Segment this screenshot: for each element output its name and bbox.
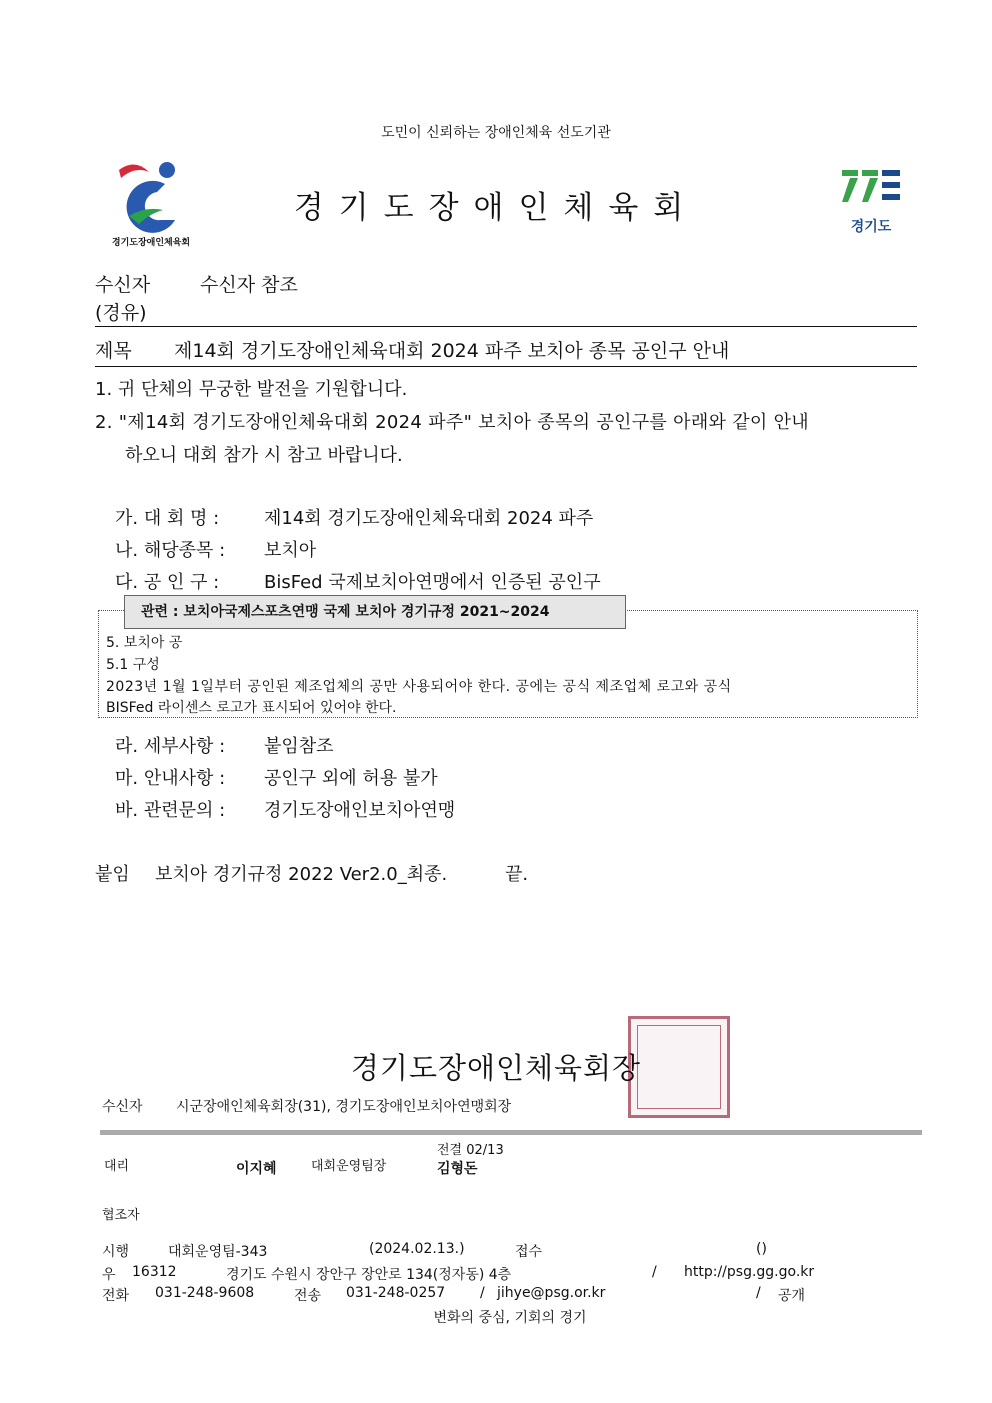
item-value: 제14회 경기도장애인체육대회 2024 파주 [264,508,594,529]
approver-role: 대회운영팀장 [311,1159,387,1174]
attachment-label: 붙임 [95,864,130,885]
item-label: 가. 대 회 명 : [115,508,220,529]
public-status: 공개 [778,1288,806,1304]
attachment-end: 끝. [505,864,529,885]
postal-label: 우 [102,1267,116,1283]
signature-title: 경기도장애인체육회장 [350,1051,642,1085]
paragraph-1: 1. 귀 단체의 무궁한 발전을 기원합니다. [95,379,408,400]
paragraph-2-line-1: 2. "제14회 경기도장애인체육대회 2024 파주" 보치아 종목의 공인구를 아래와 같이 안내 [95,412,809,433]
related-line-4: BISFed 라이센스 로고가 표시되어 있어야 한다. [106,700,397,716]
slogan: 변화의 중심, 기회의 경기 [433,1310,587,1326]
divider [95,326,917,327]
postal-code: 16312 [132,1264,177,1280]
item-value: 보치아 [264,540,317,561]
gyeonggi-logo-caption: 경기도 [850,219,892,235]
receipt-value: () [756,1241,767,1257]
item-value: 경기도장애인보치아연맹 [264,800,456,821]
approver-note: 전결 02/13 [437,1143,504,1158]
drafter-name: 이지혜 [236,1161,277,1177]
related-line-2: 5.1 구성 [106,657,160,673]
phone-label: 전화 [102,1288,130,1304]
motto: 도민이 신뢰하는 장애인체육 선도기관 [381,125,611,141]
exec-date: (2024.02.13.) [369,1241,465,1257]
approver-name: 김형돈 [437,1161,478,1177]
item-value: BisFed 국제보치아연맹에서 인증된 공인구 [264,572,601,593]
paragraph-2-line-2: 하오니 대회 참가 시 참고 바랍니다. [125,445,403,466]
item-value: 붙임참조 [264,736,334,757]
item-label: 라. 세부사항 : [115,736,226,757]
item-label: 바. 관련문의 : [115,800,226,821]
exec-number: 대회운영팀-343 [168,1244,268,1260]
recipients-label: 수신자 [102,1099,143,1115]
gyeonggi-logo-icon [840,168,902,212]
via-label: (경유) [95,302,147,324]
fax-number: 031-248-0257 [346,1285,446,1301]
item-label: 나. 해당종목 : [115,540,226,561]
item-label: 마. 안내사항 : [115,768,226,789]
recipient-label: 수신자 [95,274,151,296]
separator: / [480,1285,485,1301]
related-tab: 관련 : 보치아국제스포츠연맹 국제 보치아 경기규정 2021~2024 [124,595,626,629]
recipient-value: 수신자 참조 [200,274,298,296]
receipt-label: 접수 [515,1244,543,1260]
address: 경기도 수원시 장안구 장안로 134(정자동) 4층 [226,1267,512,1283]
divider [100,1130,922,1135]
separator: / [652,1264,657,1280]
phone-number: 031-248-9608 [155,1285,255,1301]
divider [95,366,917,367]
org-title: 경기도장애인체육회 [293,190,699,226]
item-value: 공인구 외에 허용 불가 [264,768,438,789]
attachment-value: 보치아 경기규정 2022 Ver2.0_최종. [155,864,448,885]
org-logo-caption: 경기도장애인체육회 [111,238,191,248]
cooperator-label: 협조자 [102,1208,140,1223]
fax-label: 전송 [294,1288,322,1304]
recipients-value: 시군장애인체육회장(31), 경기도장애인보치아연맹회장 [176,1099,512,1115]
related-line-1: 5. 보치아 공 [106,635,183,651]
item-label: 다. 공 인 구 : [115,572,220,593]
email-link[interactable]: jihye@psg.or.kr [497,1285,606,1301]
website-link[interactable]: http://psg.gg.go.kr [684,1264,815,1280]
exec-label: 시행 [102,1244,130,1260]
separator: / [756,1285,761,1301]
subject-value: 제14회 경기도장애인체육대회 2024 파주 보치아 종목 공인구 안내 [174,340,730,362]
subject-label: 제목 [95,340,132,362]
related-line-3: 2023년 1월 1일부터 공인된 제조업체의 공만 사용되어야 한다. 공에는 공식 제조업체 로고와 공식 [106,679,732,695]
drafter-role: 대리 [104,1159,130,1174]
